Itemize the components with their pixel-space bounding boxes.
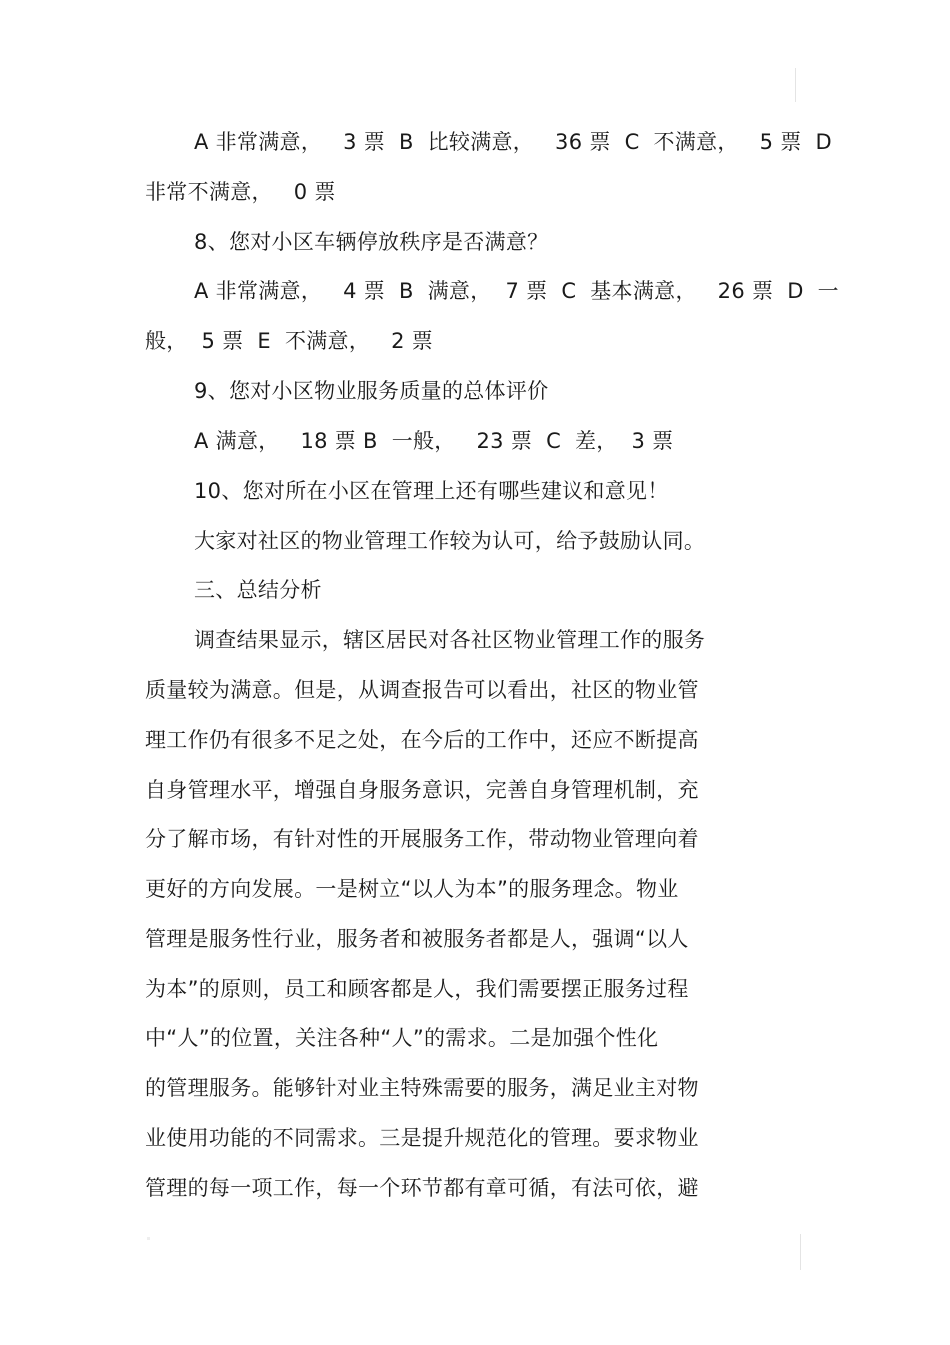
section-heading: 三、总结分析 (194, 578, 322, 602)
text-line: 更好的方向发展。一是树立“以人为本”的服务理念。物业 (145, 877, 679, 901)
text-line: 8、您对小区车辆停放秩序是否满意？ (194, 230, 549, 254)
page-margin-mark (795, 68, 796, 102)
text-line: 质量较为满意。但是，从调查报告可以看出，社区的物业管 (145, 678, 699, 702)
text-line: 理工作仍有很多不足之处，在今后的工作中，还应不断提高 (145, 728, 699, 752)
page-corner-mark (147, 1237, 150, 1240)
text-line: 管理的每一项工作，每一个环节都有章可循，有法可依，避 (145, 1176, 699, 1200)
page-margin-mark (800, 1234, 801, 1270)
text-line: 业使用功能的不同需求。三是提升规范化的管理。要求物业 (145, 1126, 699, 1150)
text-line: A 非常满意， 4 票 B 满意， 7 票 C 基本满意， 26 票 D 一 (194, 279, 839, 303)
text-line: 般， 5 票 E 不满意， 2 票 (145, 329, 434, 353)
text-line: 分了解市场，有针对性的开展服务工作，带动物业管理向着 (145, 827, 699, 851)
text-line: 非常不满意， 0 票 (145, 180, 336, 204)
text-line: 为本”的原则，员工和顾客都是人，我们需要摆正服务过程 (145, 977, 689, 1001)
text-line: 大家对社区的物业管理工作较为认可，给予鼓励认同。 (194, 529, 706, 553)
text-line: 中“人”的位置，关注各种“人”的需求。二是加强个性化 (145, 1026, 659, 1050)
text-line: 10、您对所在小区在管理上还有哪些建议和意见！ (194, 479, 669, 503)
text-line: 管理是服务性行业，服务者和被服务者都是人，强调“以人 (145, 927, 689, 951)
text-line: 的管理服务。能够针对业主特殊需要的服务，满足业主对物 (145, 1076, 699, 1100)
text-line: A 非常满意， 3 票 B 比较满意， 36 票 C 不满意， 5 票 D (194, 130, 832, 154)
text-line: 自身管理水平，增强自身服务意识，完善自身管理机制，充 (145, 778, 699, 802)
text-line: 9、您对小区物业服务质量的总体评价 (194, 379, 549, 403)
text-line: A 满意， 18 票 B 一般， 23 票 C 差， 3 票 (194, 429, 674, 453)
text-line: 调查结果显示，辖区居民对各社区物业管理工作的服务 (194, 628, 706, 652)
